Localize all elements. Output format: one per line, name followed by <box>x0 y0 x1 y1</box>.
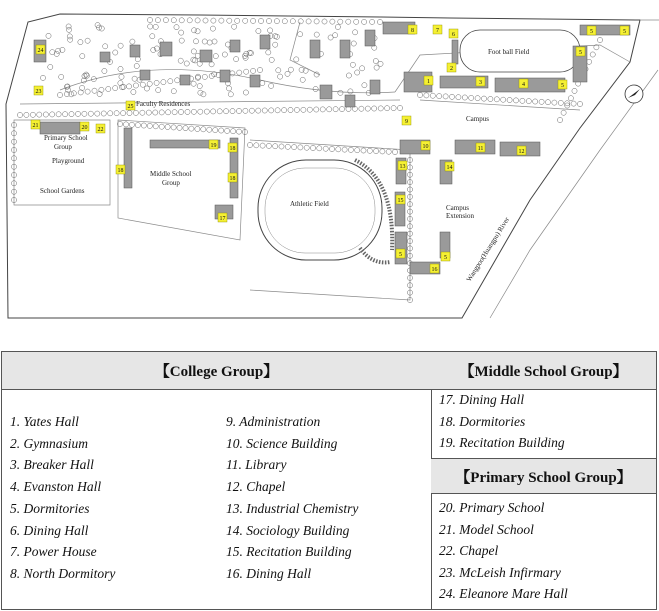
number-tag <box>517 146 526 155</box>
svg-text:9: 9 <box>405 119 408 125</box>
svg-text:3: 3 <box>479 80 482 86</box>
number-tag <box>36 45 45 54</box>
svg-text:7: 7 <box>436 28 439 34</box>
svg-text:14: 14 <box>446 165 453 171</box>
legend-item: 5. Dormitories <box>10 500 90 516</box>
svg-text:5: 5 <box>590 29 593 35</box>
svg-text:24: 24 <box>37 48 44 54</box>
primary-school-group-label-1: Primary School <box>44 134 88 142</box>
svg-text:18: 18 <box>117 168 124 174</box>
number-tag <box>558 80 567 89</box>
legend-item: 14. Sociology Building <box>226 522 350 538</box>
number-tag <box>587 26 596 35</box>
number-tag <box>430 264 439 273</box>
middle-school-group-label-1: Middle School <box>150 170 192 178</box>
number-tag <box>31 120 40 129</box>
campus-label: Campus <box>466 115 489 123</box>
number-tag <box>402 116 411 125</box>
number-tag <box>445 162 454 171</box>
legend-item: 10. Science Building <box>226 435 338 451</box>
svg-text:20: 20 <box>81 125 88 131</box>
svg-text:10: 10 <box>422 144 429 150</box>
campus-extension-label-1: Campus <box>446 204 469 212</box>
number-tag <box>421 141 430 150</box>
legend-item: 4. Evanston Hall <box>10 479 102 495</box>
svg-text:5: 5 <box>399 252 402 258</box>
number-tag <box>228 143 237 152</box>
primary-school-group-label-2: Group <box>54 143 72 151</box>
playground-label: Playground <box>52 157 85 165</box>
number-tag <box>476 143 485 152</box>
svg-text:5: 5 <box>561 83 564 89</box>
number-tag <box>396 249 405 258</box>
legend-item: 11. Library <box>226 457 287 473</box>
legend-item: 3. Breaker Hall <box>10 457 94 473</box>
campus-extension-label-2: Extension <box>446 212 474 220</box>
legend-item: 17. Dining Hall <box>439 392 525 407</box>
legend-item: 16. Dining Hall <box>226 565 312 581</box>
number-tag <box>116 165 125 174</box>
legend-item: 24. Eleanore Mare Hall <box>439 586 568 601</box>
river-label: Wangpoo(Huangpu) River <box>464 215 512 284</box>
legend-item: 8. North Dormitory <box>10 565 116 581</box>
legend-item: 23. McLeish Infirmary <box>439 564 561 580</box>
legend-item: 1. Yates Hall <box>10 414 79 429</box>
compass-icon <box>625 85 643 103</box>
legend-item: 22. Chapel <box>439 543 499 558</box>
svg-text:8: 8 <box>411 28 414 34</box>
number-tag <box>476 77 485 86</box>
middle-school-group-header: 【Middle School Group】 <box>431 352 656 390</box>
svg-text:16: 16 <box>431 267 438 273</box>
school-groups-column <box>431 352 656 609</box>
school-gardens-label: School Gardens <box>40 187 85 195</box>
number-tag <box>424 76 433 85</box>
number-tag <box>620 26 629 35</box>
number-tag <box>441 252 450 261</box>
legend-item: 6. Dining Hall <box>10 522 89 538</box>
svg-text:25: 25 <box>127 104 134 110</box>
legend-item: 19. Recitation Building <box>439 435 565 450</box>
svg-text:11: 11 <box>477 146 484 152</box>
svg-text:13: 13 <box>399 164 406 170</box>
middle-school-group-label-2: Group <box>162 179 180 187</box>
legend-table <box>1 351 657 610</box>
svg-text:19: 19 <box>210 143 217 149</box>
number-tag <box>80 122 89 131</box>
svg-text:6: 6 <box>452 32 455 38</box>
svg-text:5: 5 <box>579 50 582 56</box>
athletic-field-label: Athletic Field <box>290 200 329 208</box>
svg-text:22: 22 <box>97 127 104 133</box>
number-tag <box>398 161 407 170</box>
svg-text:12: 12 <box>518 149 525 155</box>
athletic-field <box>258 160 382 260</box>
college-group-column <box>2 352 432 609</box>
svg-text:21: 21 <box>32 123 39 129</box>
legend-item: 21. Model School <box>439 521 534 537</box>
college-group-header: 【College Group】 <box>2 352 431 390</box>
svg-text:17: 17 <box>219 216 226 222</box>
number-tag <box>447 63 456 72</box>
number-tag <box>96 124 105 133</box>
svg-text:15: 15 <box>397 198 404 204</box>
number-tag <box>209 140 218 149</box>
primary-school-group-header: 【Primary School Group】 <box>431 458 656 494</box>
number-tag <box>576 47 585 56</box>
legend-item: 18. Dormitories <box>439 413 526 429</box>
legend-item: 2. Gymnasium <box>10 435 88 451</box>
number-tag <box>218 213 227 222</box>
legend-item: 7. Power House <box>10 544 97 560</box>
number-tag <box>433 25 442 34</box>
svg-text:5: 5 <box>444 255 447 261</box>
football-field-label: Foot ball Field <box>488 48 530 56</box>
svg-text:5: 5 <box>623 29 626 35</box>
legend-item: 13. Industrial Chemistry <box>226 500 359 516</box>
legend-item: 20. Primary School <box>439 500 545 515</box>
number-tag <box>34 86 43 95</box>
svg-text:2: 2 <box>450 66 453 72</box>
number-tag <box>396 195 405 204</box>
svg-text:23: 23 <box>35 89 42 95</box>
number-tag <box>228 173 237 182</box>
faculty-residences-label: Faculty Residences <box>136 100 191 108</box>
number-tag <box>449 29 458 38</box>
number-tag <box>519 79 528 88</box>
svg-text:18: 18 <box>229 176 236 182</box>
legend-item: 15. Recitation Building <box>226 544 352 560</box>
svg-text:18: 18 <box>229 146 236 152</box>
number-tag <box>126 101 135 110</box>
svg-text:1: 1 <box>427 79 430 85</box>
legend-item: 12. Chapel <box>226 479 286 495</box>
number-tag <box>408 25 417 34</box>
svg-text:4: 4 <box>522 82 525 88</box>
legend-item: 9. Administration <box>226 414 321 429</box>
